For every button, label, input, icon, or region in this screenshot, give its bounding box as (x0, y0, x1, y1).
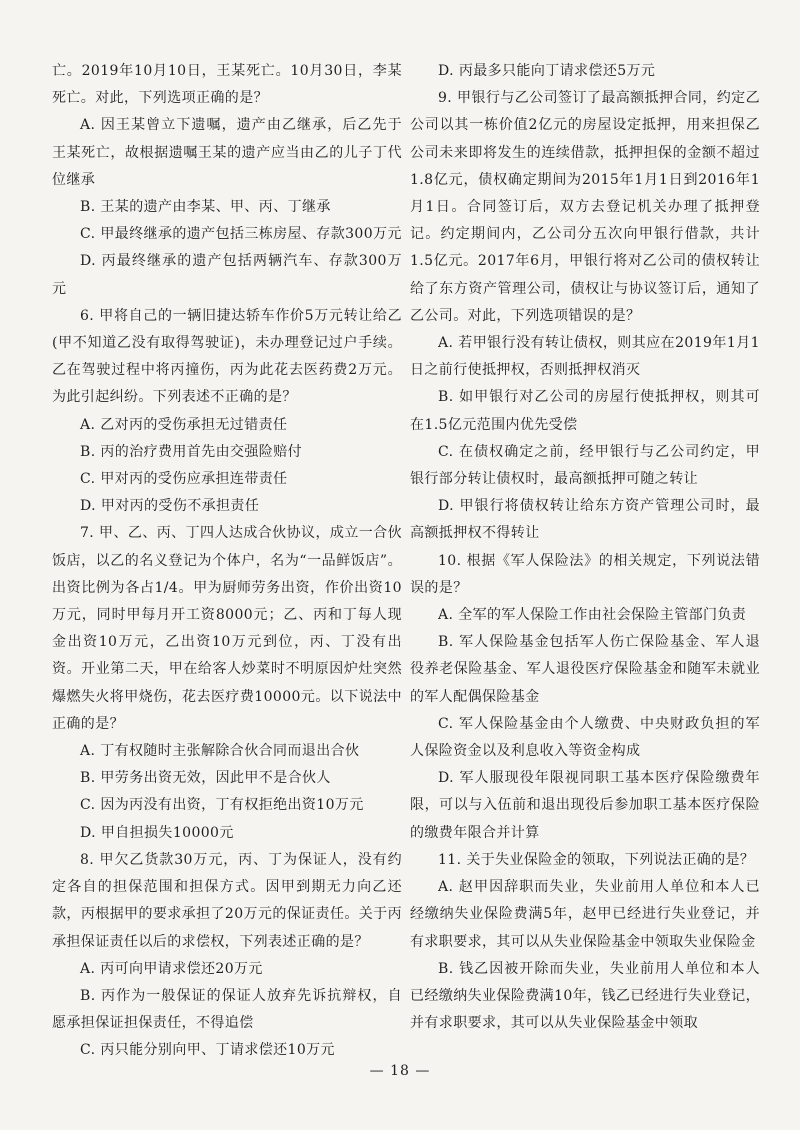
paragraph: 8. 甲欠乙货款30万元，丙、丁为保证人，没有约定各自的担保范围和担保方式。因甲到期无力向乙还款，丙根据甲的要求承担了20万元的保证责任。关于丙承担保证责任以后的求偿权，下列表述正确的是？ (52, 851, 402, 950)
paragraph: B. 王某的遗产由李某、甲、丙、丁继承 (80, 199, 331, 216)
paragraph: D. 甲对丙的受伤不承担责任 (80, 498, 260, 515)
paragraph: 11. 关于失业保险金的领取，下列说法正确的是？ (438, 851, 755, 868)
page-number: — 18 — (369, 1063, 431, 1079)
paragraph: B. 如甲银行对乙公司的房屋行使抵押权，则其可在1.5亿元范围内优先受偿 (410, 389, 760, 433)
right-column (410, 58, 760, 1037)
paragraph: A. 赵甲因辞职而失业，失业前用人单位和本人已经缴纳失业保险费满5年，赵甲已经进行失业登记，并有求职要求，其可以从失业保险基金中领取失业保险金 (410, 879, 760, 950)
paragraph: A. 丙可向甲请求偿还20万元 (80, 960, 263, 977)
paragraph: A. 全军的军人保险工作由社会保险主管部门负责 (438, 607, 747, 624)
paragraph: A. 因王某曾立下遗嘱，遗产由乙继承，后乙先于王某死亡，故根据遗嘱王某的遗产应当由乙的儿子丁代位继承 (52, 117, 402, 188)
paragraph: C. 丙只能分别向甲、丁请求偿还10万元 (80, 1042, 335, 1059)
paragraph: D. 军人服现役年限视同职工基本医疗保险缴费年限，可以与入伍前和退出现役后参加职工基本医疗保险的缴费年限合并计算 (410, 770, 760, 841)
left-column (52, 58, 402, 1065)
paragraph: C. 甲最终继承的遗产包括三栋房屋、存款300万元 (80, 226, 402, 243)
paragraph: D. 丙最终继承的遗产包括两辆汽车、存款300万元 (52, 253, 402, 297)
paragraph: A. 乙对丙的受伤承担无过错责任 (80, 416, 288, 433)
paragraph: 6. 甲将自己的一辆旧捷达轿车作价5万元转让给乙(甲不知道乙没有取得驾驶证)，未办理登记过户手续。乙在驾驶过程中将丙撞伤，丙为此花去医药费2万元。为此引起纠纷。下列表述不正确的是？ (52, 307, 402, 406)
paragraph: C. 因为丙没有出资，丁有权拒绝出资10万元 (80, 797, 364, 814)
paragraph: B. 军人保险基金包括军人伤亡保险基金、军人退役养老保险基金、军人退役医疗保险基金和随军未就业的军人配偶保险基金 (410, 634, 760, 705)
paragraph: A. 丁有权随时主张解除合伙合同而退出合伙 (80, 743, 360, 760)
paragraph: B. 甲劳务出资无效，因此甲不是合伙人 (80, 770, 331, 787)
paragraph: D. 甲自担损失10000元 (80, 824, 234, 841)
paragraph: 10. 根据《军人保险法》的相关规定，下列说法错误的是？ (410, 552, 760, 596)
paragraph: 9. 甲银行与乙公司签订了最高额抵押合同，约定乙公司以其一栋价值2亿元的房屋设定抵押，用来担保乙公司未来即将发生的连续借款，抵押担保的金额不超过1.8亿元，债权确定期间为2015年1月1日到2016年1月1日。合同签订后，双方去登记机关办理了抵押登记。约定期间内，乙公司分五次向甲银行借款，共计1.5亿元。2017年6月，甲银行将对乙公司的债权转让给了东方资产管理公司，债权让与协议签订后，通知了乙公司。对此，下列选项错误的是？ (410, 90, 760, 324)
paragraph: B. 丙作为一般保证的保证人放弃先诉抗辩权，自愿承担保证担保责任，不得追偿 (52, 987, 402, 1032)
paragraph: 亡。2019年10月10日，王某死亡。10月30日，李某死亡。对此，下列选项正确的是？ (52, 63, 402, 107)
paragraph: C. 军人保险基金由个人缴费、中央财政负担的军人保险资金以及利息收入等资金构成 (410, 715, 760, 760)
paragraph: C. 在债权确定之前，经甲银行与乙公司约定，甲银行部分转让债权时，最高额抵押可随之转让 (410, 443, 760, 488)
paragraph: B. 钱乙因被开除而失业，失业前用人单位和本人已经缴纳失业保险费满10年，钱乙已经进行失业登记，并有求职要求，其可以从失业保险基金中领取 (410, 960, 760, 1032)
paragraph: A. 若甲银行没有转让债权，则其应在2019年1月1日之前行使抵押权，否则抵押权消灭 (410, 335, 760, 379)
paragraph: D. 甲银行将债权转让给东方资产管理公司时，最高额抵押权不得转让 (410, 498, 760, 542)
paragraph: C. 甲对丙的受伤应承担连带责任 (80, 471, 288, 488)
paragraph: 7. 甲、乙、丙、丁四人达成合伙协议，成立一合伙饭店，以乙的名义登记为个体户，名为“一品鲜饭店”。出资比例为各占1/4。甲为厨师劳务出资，作价出资10万元，同时甲每月开工资8000元；乙、丙和丁每人现金出资10万元，乙出资10万元到位，丙、丁没有出资。开业第二天，甲在给客人炒菜时不明原因炉灶突然爆燃失火将甲烧伤，花去医疗费10000元。以下说法中正确的是？ (52, 525, 402, 732)
paragraph: D. 丙最多只能向丁请求偿还5万元 (438, 63, 656, 79)
paragraph: B. 丙的治疗费用首先由交强险赔付 (80, 443, 302, 460)
